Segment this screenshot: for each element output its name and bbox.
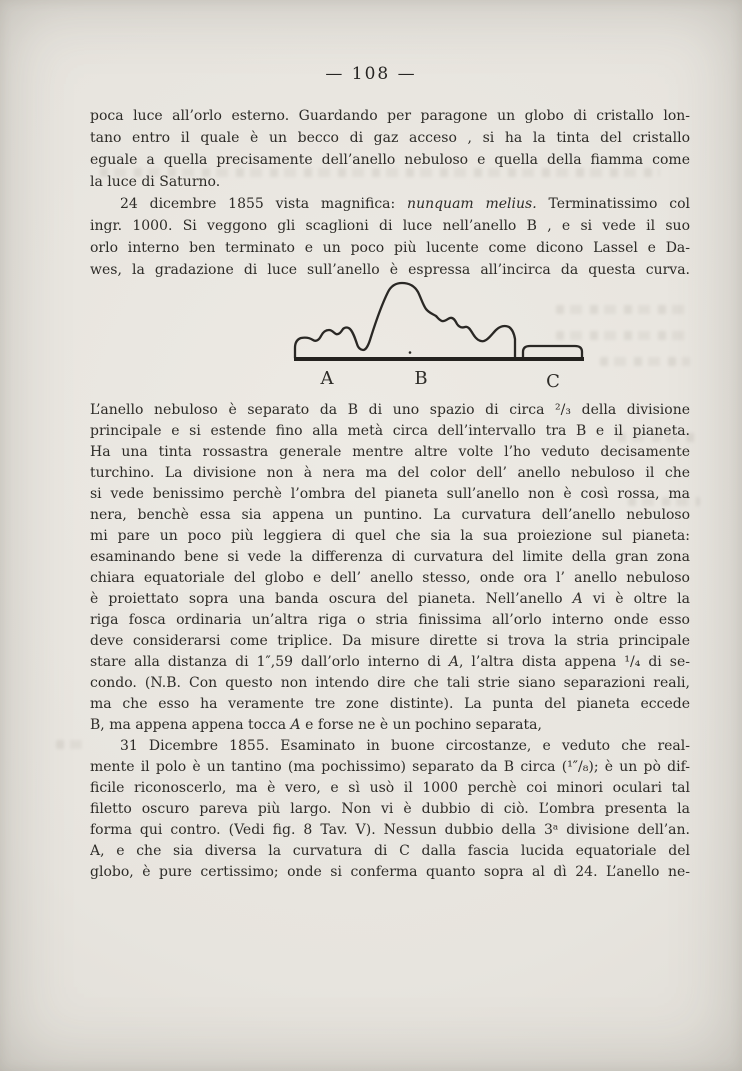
paragraph-continuation [90,105,690,193]
text-line: 31 Dicembre 1855. Esaminato in buone circostanze, e veduto che real- [120,738,690,754]
text-line: globo, è pure certissimo; onde si conferma quanto sopra al dì 24. L’anello ne- [90,864,690,880]
light-gradation-curve-figure [292,276,592,394]
text-line: filetto oscuro pareva più largo. Non vi è dubbio di ciò. L’ombra presenta la [90,801,690,817]
text-line: mente il polo è un tantino (ma pochissimo) separato da B circa (¹″/₈); è un pò dif- [90,759,690,775]
intensity-curve [295,283,515,358]
text-line: turchino. La divisione non à nera ma del color dell’ anello nebuloso il che [90,465,690,481]
bleed-through-artifact [56,740,88,749]
text-line: orlo interno ben terminato e un poco più lucente come dicono Lassel e Da- [90,240,690,256]
text-line: Ha una tinta rossastra generale mentre altre volte l’ho veduto decisamente [90,444,690,460]
text-line: A, e che sia diversa la curvatura di C dalla fascia lucida equatoriale del [90,843,690,859]
ring-c-band [523,346,582,358]
text-line: eguale a quella precisamente dell’anello nebuloso e quella della fiamma come [90,152,690,168]
figure-label-a: A [320,368,334,389]
text-line: è proiettato sopra una banda oscura del pianeta. Nell’anello A vi è oltre la [90,591,690,607]
text-line: 24 dicembre 1855 vista magnifica: nunquam melius. Terminatissimo col [120,196,690,212]
text-line: mi pare un poco più leggiera di quel che sia la sua proiezione sul pianeta: [90,528,690,544]
text-line: principale e si estende fino alla metà circa dell’intervallo tra B e il pianeta. [90,423,690,439]
figure-label-c: C [546,371,560,392]
paragraph-31-dicembre [90,736,690,883]
text-line: la luce di Saturno. [90,174,221,190]
text-line: ma che esso ha veramente tre zone distinte). La punta del pianeta eccede [90,696,690,712]
text-line: wes, la gradazione di luce sull’anello è espressa all’incirca da questa curva. [90,262,690,278]
paragraph-24-dicembre [90,193,690,281]
text-line: L’anello nebuloso è separato da B di uno spazio di circa ²/₃ della divisione [90,402,690,418]
page-number-header: — 108 — [325,64,417,84]
text-line: esaminando bene si vede la differenza di curvatura del limite della gran zona [90,549,690,565]
ink-speck [409,351,412,354]
text-line: tano entro il quale è un becco di gaz acceso , si ha la tinta del cristallo [90,130,690,146]
text-line: stare alla distanza di 1″,59 dall’orlo interno di A, l’altra dista appena ¹/₄ di se- [90,654,690,670]
paragraph-anello-nebuloso [90,400,690,736]
text-line: nera, benchè essa sia appena un puntino. La curvatura dell’anello nebuloso [90,507,690,523]
text-line: si vede benissimo perchè l’ombra del pianeta sull’anello non è così rossa, ma [90,486,690,502]
text-line: chiara equatoriale del globo e dell’ anello stesso, onde ora l’ anello nebuloso [90,570,690,586]
text-line: B, ma appena appena tocca A e forse ne è un pochino separata, [90,717,542,733]
figure-label-b: B [414,368,428,389]
text-line: poca luce all’orlo esterno. Guardando per paragone un globo di cristallo lon- [90,108,690,124]
text-line: condo. (N.B. Con questo non intendo dire che tali strie siano separazioni reali, [90,675,690,691]
text-line: ingr. 1000. Si veggono gli scaglioni di luce nell’anello B , e si vede il suo [90,218,690,234]
text-line: forma qui contro. (Vedi fig. 8 Tav. V). Nessun dubbio della 3ᵃ divisione dell’an. [90,822,690,838]
curve-diagram-svg [292,276,592,394]
text-line: deve considerarsi come triplice. Da misure dirette si trova la stria principale [90,633,690,649]
text-line: riga fosca ordinaria un’altra riga o stria finissima all’orlo interno onde esso [90,612,690,628]
text-column-top [90,105,690,281]
text-line: ficile riconoscerlo, ma è vero, e sì usò il 1000 perchè coi minori oculari tal [90,780,690,796]
bleed-through-artifact [600,357,690,366]
